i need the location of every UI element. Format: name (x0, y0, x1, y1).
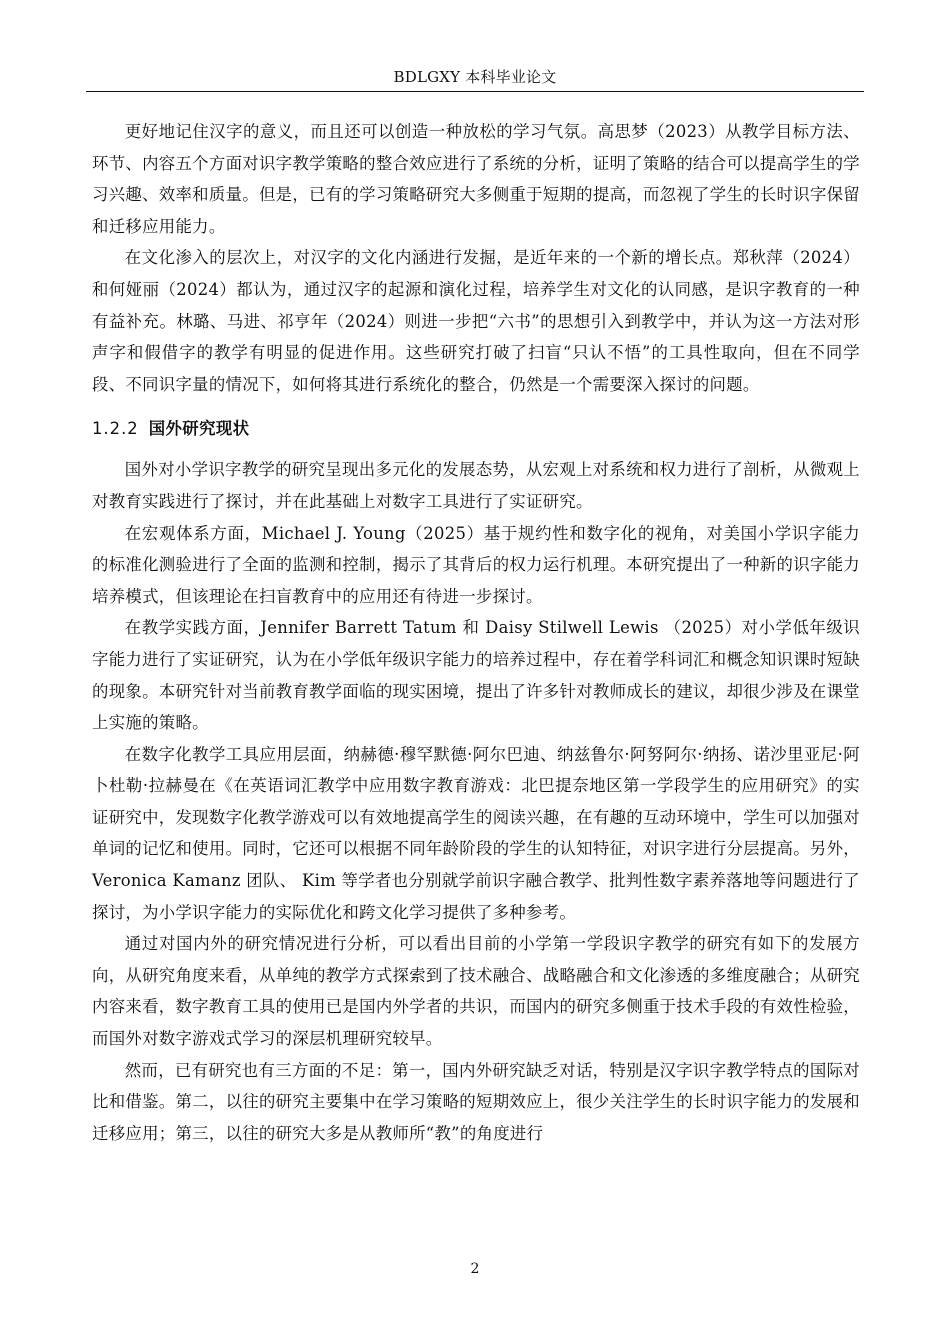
paragraph: 国外对小学识字教学的研究呈现出多元化的发展态势，从宏观上对系统和权力进行了剖析，从微观上对教育实践进行了探讨，并在此基础上对数字工具进行了实证研究。 (92, 460, 860, 511)
section-number: 1.2.2 (92, 419, 139, 439)
body-text (92, 116, 860, 1149)
paragraph: 在数字化教学工具应用层面，纳赫德·穆罕默德·阿尔巴迪、纳兹鲁尔·阿努阿尔·纳扬、诺沙里亚尼·阿卜杜勒·拉赫曼在《在英语词汇教学中应用数字教育游戏：北巴提奈地区第一学段学生的应用研究》的实证研究中，发现数字化教学游戏可以有效地提高学生的阅读兴趣，在有趣的互动环境中，学生可以加强对单词的记忆和使用。同时，它还可以根据不同年龄阶段的学生的认知特征，对识字进行分层提高。另外， Veronica Kamanz 团队、 Kim 等学者也分别就学前识字融合教学、批判性数字素养落地等问题进行了探讨，为小学识字能力的实际优化和跨文化学习提供了多种参考。 (92, 744, 860, 922)
section-title: 国外研究现状 (148, 419, 250, 439)
paragraph: 更好地记住汉字的意义，而且还可以创造一种放松的学习气氛。高思梦（2023）从教学目标方法、环节、内容五个方面对识字教学策略的整合效应进行了系统的分析，证明了策略的结合可以提高学生的学习兴趣、效率和质量。但是，已有的学习策略研究大多侧重于短期的提高，而忽视了学生的长时识字保留和迁移应用能力。 (92, 122, 860, 236)
section-heading (92, 414, 860, 444)
header-rule (86, 91, 864, 92)
paragraph: 在文化渗入的层次上，对汉字的文化内涵进行发掘，是近年来的一个新的增长点。郑秋萍（2024）和何娅丽（2024）都认为，通过汉字的起源和演化过程，培养学生对文化的认同感，是识字教育的一种有益补充。林璐、马进、祁亨年（2024）则进一步把“六书”的思想引入到教学中，并认为这一方法对形声字和假借字的教学有明显的促进作用。这些研究打破了扫盲“只认不悟”的工具性取向，但在不同学段、不同识字量的情况下，如何将其进行系统化的整合，仍然是一个需要深入探讨的问题。 (92, 248, 860, 394)
paragraph: 在宏观体系方面，Michael J. Young（2025）基于规约性和数字化的视角，对美国小学识字能力的标准化测验进行了全面的监测和控制，揭示了其背后的权力运行机理。本研究提出了一种新的识字能力培养模式，但该理论在扫盲教育中的应用还有待进一步探讨。 (92, 523, 860, 606)
page-number: 2 (470, 1261, 480, 1277)
running-header: BDLGXY 本科毕业论文 (393, 68, 557, 86)
paragraph: 在教学实践方面，Jennifer Barrett Tatum 和 Daisy Stilwell Lewis （2025）对小学低年级识字能力进行了实证研究，认为在小学低年级识字能力的培养过程中，存在着学科词汇和概念知识课时短缺的现象。本研究针对当前教育教学面临的现实困境，提出了许多针对教师成长的建议，却很少涉及在课堂上实施的策略。 (92, 618, 860, 733)
paragraph: 通过对国内外的研究情况进行分析，可以看出目前的小学第一学段识字教学的研究有如下的发展方向，从研究角度来看，从单纯的教学方式探索到了技术融合、战略融合和文化渗透的多维度融合；从研究内容来看，数字教育工具的使用已是国内外学者的共识，而国内的研究多侧重于技术手段的有效性检验，而国外对数字游戏式学习的深层机理研究较早。 (92, 934, 860, 1049)
paragraph: 然而，已有研究也有三方面的不足：第一，国内外研究缺乏对话，特别是汉字识字教学特点的国际对比和借鉴。第二，以往的研究主要集中在学习策略的短期效应上，很少关注学生的长时识字能力的发展和迁移应用；第三，以往的研究大多是从教师所“教”的角度进行 (92, 1060, 860, 1143)
